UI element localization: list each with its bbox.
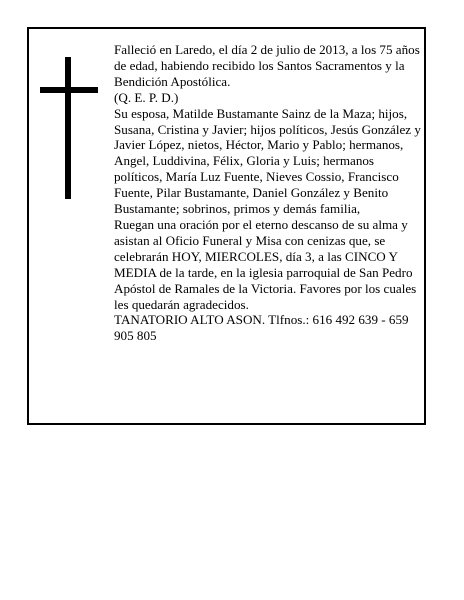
cross-horizontal-bar — [40, 87, 98, 93]
obituary-notice — [27, 27, 426, 425]
rip-line: (Q. E. P. D.) — [114, 89, 179, 105]
funeral-details: Ruegan una oración por el eterno descanso de su alma y asistan al Oficio Funeral y Misa con cenizas que, se celebrarán HOY, MIERCOLES, día 3, a las CINCO Y MEDIA de la tarde, en la iglesia parroquial de San Pedro Apóstol de Ramales de la Victoria. Favores por los cuales les quedarán agradecidos. — [114, 216, 417, 312]
funeral-home-contact: TANATORIO ALTO ASON. Tlfnos.: 616 492 639 - 659 905 805 — [114, 312, 409, 344]
family-list: Su esposa, Matilde Bustamante Sainz de la Maza; hijos, Susana, Cristina y Javier; hijos políticos, Jesús González y Javier López, nietos, Héctor, Mario y Pablo; hermanos, Angel, Luddivina, Félix, Gloria y Luis; hermanos políticos, María Luz Fuente, Nieves Cossio, Francisco Fuente, Pilar Bustamante, Daniel González y Benito Bustamante; sobrinos, primos y demás familia, — [114, 105, 421, 217]
death-announcement: Falleció en Laredo, el día 2 de julio de 2013, a los 75 años de edad, habiendo recibido los Santos Sacramentos y la Bendición Apostólica. — [114, 42, 420, 89]
cross-icon — [40, 57, 98, 199]
notice-body — [114, 42, 424, 344]
cross-vertical-bar — [65, 57, 71, 199]
